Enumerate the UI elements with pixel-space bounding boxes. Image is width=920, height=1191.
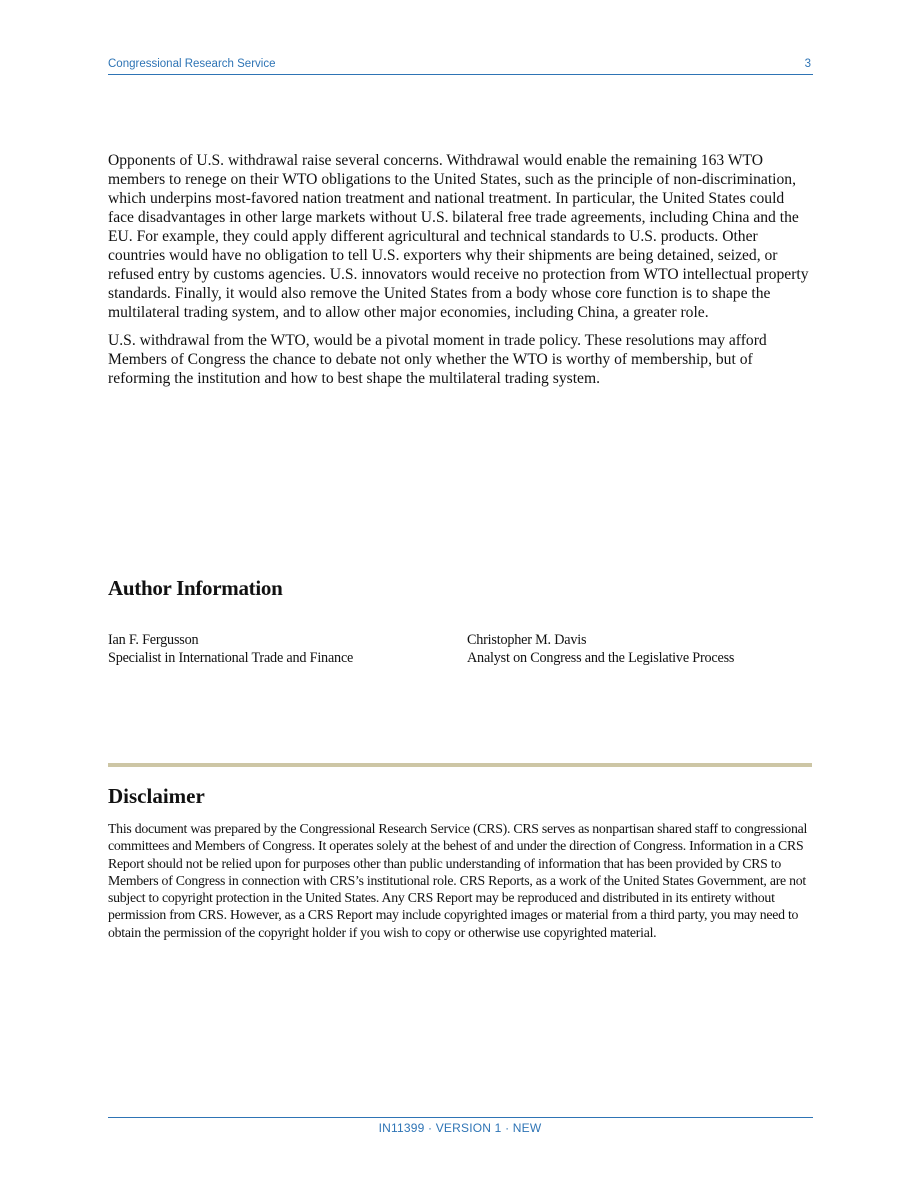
author-information-heading: Author Information xyxy=(108,576,283,600)
footer-report-id: IN11399 · VERSION 1 · NEW xyxy=(378,1121,542,1135)
author-role: Analyst on Congress and the Legislative Process xyxy=(467,650,735,666)
body-text xyxy=(108,151,813,397)
author-entry xyxy=(467,631,734,667)
page-header xyxy=(108,56,813,75)
disclaimer-heading: Disclaimer xyxy=(108,784,205,808)
body-paragraph: U.S. withdrawal from the WTO, would be a pivotal moment in trade policy. These resolutions may afford Members of Congress the chance to debate not only whether the WTO is worthy of membership, but of reforming the institution and how to best shape the multilateral trading system. xyxy=(108,332,767,387)
header-org-name: Congressional Research Service xyxy=(108,58,276,70)
body-paragraph: Opponents of U.S. withdrawal raise several concerns. Withdrawal would enable the remaining 163 WTO members to renege on their WTO obligations to the United States, such as the principle of non-discrimination, which underpins most-favored nation treatment and national treatment. In particular, the United States could face disadvantages in other large markets without U.S. bilateral free trade agreements, including China and the EU. For example, they could apply different agricultural and technical standards to U.S. products. Other countries would have no obligation to tell U.S. exporters why their shipments are being detained, seized, or refused entry by customs agencies. U.S. innovators would receive no protection from WTO intellectual property standards. Finally, it would also remove the United States from a body whose core function is to shape the multilateral trading system, and to allow other major economies, including China, a greater role. xyxy=(108,152,809,321)
section-divider xyxy=(108,763,812,767)
disclaimer-text: This document was prepared by the Congressional Research Service (CRS). CRS serves as nonpartisan shared staff to congressional committees and Members of Congress. It operates solely at the behest of and under the direction of Congress. Information in a CRS Report should not be relied upon for purposes other than public understanding of information that has been provided by CRS to Members of Congress in connection with CRS’s institutional role. CRS Reports, as a work of the United States Government, are not subject to copyright protection in the United States. Any CRS Report may be reproduced and distributed in its entirety without permission from CRS. However, as a CRS Report may include copyrighted images or material from a third party, you may need to obtain the permission of the copyright holder if you wish to copy or otherwise use copyrighted material. xyxy=(108,821,808,940)
author-name: Christopher M. Davis xyxy=(467,632,587,648)
header-page-number: 3 xyxy=(804,58,811,70)
author-name: Ian F. Fergusson xyxy=(108,632,199,648)
author-entry xyxy=(108,631,353,667)
footer-divider xyxy=(108,1117,813,1118)
author-role: Specialist in International Trade and Finance xyxy=(108,650,354,666)
